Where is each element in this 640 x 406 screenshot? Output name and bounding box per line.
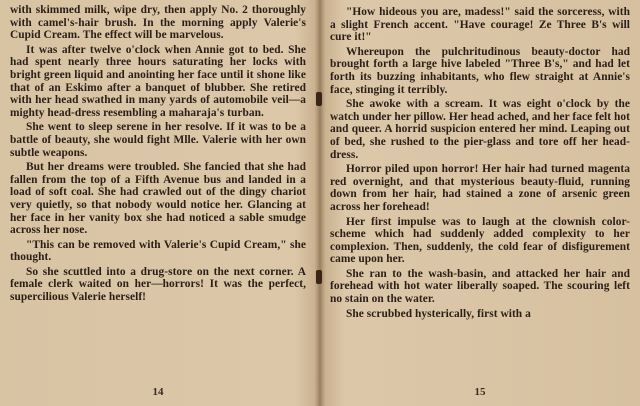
paragraph: So she scuttled into a drug-store on the next corner. A female clerk waited on her—horrors! It was the perfect, supercilious Valerie herself! (10, 265, 306, 304)
paragraph: Her first impulse was to laugh at the clownish color-scheme which had suddenly added complexity to her complexion. Then, suddenly, the cold fear of disfigurement came upon her. (330, 215, 630, 266)
book-gutter (314, 0, 326, 406)
page-number-left: 14 (152, 386, 164, 398)
page-number-right: 15 (474, 386, 486, 398)
paragraph: with skimmed milk, wipe dry, then apply No. 2 thoroughly with camel's-hair brush. In the morning apply Valerie's Cupid Cream. The effect will be marvelous. (10, 4, 306, 42)
paragraph: She ran to the wash-basin, and attacked her hair and forehead with hot water liberally soaped. The scouring left no stain on the water. (330, 267, 630, 306)
left-page-text (10, 4, 306, 304)
left-page (10, 4, 306, 402)
paragraph: "How hideous you are, madess!" said the sorceress, with a slight French accent. "Have courage! Ze Three B's will cure it!" (330, 6, 630, 44)
paragraph: Horror piled upon horror! Her hair had turned magenta red overnight, and that mysterious beauty-fluid, running down from her hair, had stained a zone of arsenic green across her forehead! (330, 163, 630, 213)
paragraph: But her dreams were troubled. She fancied that she had fallen from the top of a Fifth Avenue bus and landed in a load of soft coal. She had crawled out of the dingy chariot very quietly, so that nobody would notice her. Glancing at her face in her vanity box she had noticed a sable smudge across her nose. (10, 161, 306, 237)
paragraph: It was after twelve o'clock when Annie got to bed. She had spent nearly three hours saturating her locks with bright green liquid and anointing her face until it shone like that of an Eskimo after a banquet of blubber. She retired with her head swathed in many yards of automobile veil—a mighty head-dress resembling a maharaja's turban. (10, 43, 306, 119)
paragraph: "This can be removed with Valerie's Cupid Cream," she thought. (10, 238, 306, 264)
paragraph: She scrubbed hysterically, first with a (346, 307, 531, 320)
paragraph: She went to sleep serene in her resolve. If it was to be a battle of beauty, she would fight Mlle. Valerie with her own subtle weapons. (10, 121, 306, 159)
right-page (330, 4, 630, 402)
paragraph: She awoke with a scream. It was eight o'clock by the watch under her pillow. Her head ached, and her face felt hot and queer. A horrid suspicion entered her mind. Leaping out of bed, she rushed to the pier-glass and tore off her head-dress. (330, 98, 630, 161)
paragraph: Whereupon the pulchritudinous beauty-doctor had brought forth a large hive labeled "Three B's," and had let forth its buzzing inhabitants, who flew straight at Annie's face, stinging it terribly. (330, 45, 630, 96)
binding-stitch (316, 92, 322, 106)
binding-stitch (316, 270, 322, 284)
right-page-text (330, 4, 630, 320)
